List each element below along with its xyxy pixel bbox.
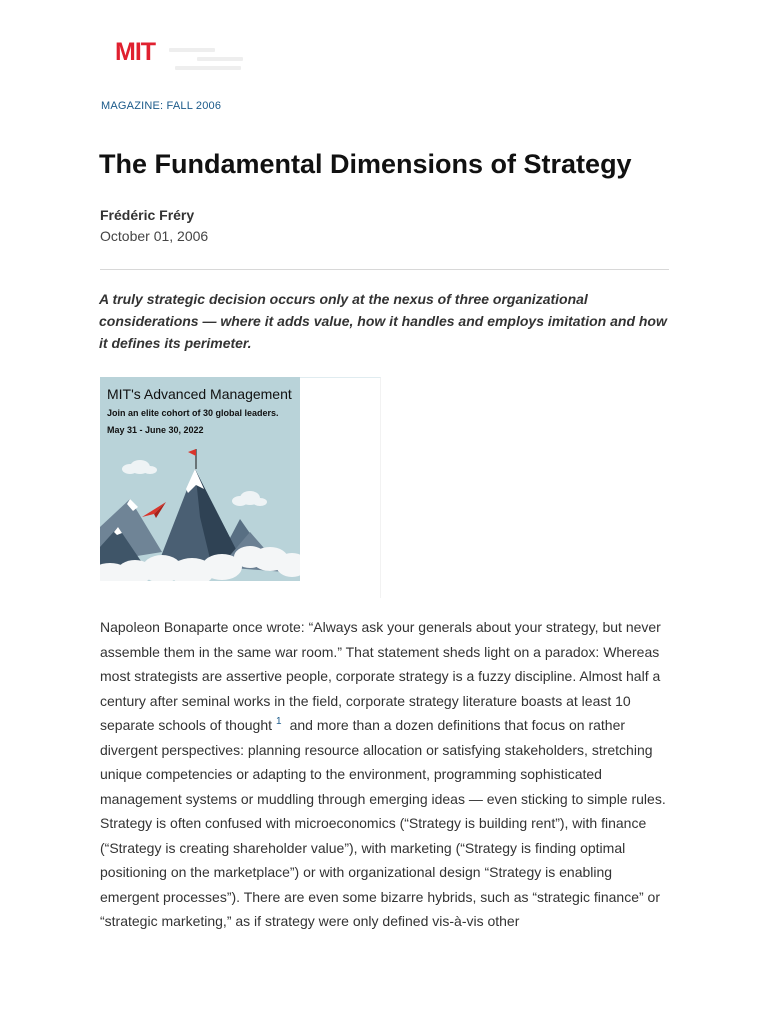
header-divider: [100, 269, 669, 270]
issue-kicker-link[interactable]: MAGAZINE: FALL 2006: [101, 100, 222, 112]
publish-date: October 01, 2006: [100, 228, 209, 244]
article-body-paragraph: [100, 615, 670, 934]
body-text-part-1: Napoleon Bonaparte once wrote: “Always ask your generals about your strategy, but never assemble them in the same war room.” That statement sheds light on a paradox: Whereas most strategists are assertive people, corporate strategy is a fuzzy discipline. Almost half a century after seminal works in the field, corporate strategy literature boasts at least 10 separate schools of thought: [100, 619, 661, 733]
article-dek: A truly strategic decision occurs only at the nexus of three organizational considerations — where it adds value, how it handles and employs imitation and how it defines its perimeter.: [99, 291, 667, 351]
site-logo[interactable]: [115, 40, 250, 80]
author-name[interactable]: Frédéric Fréry: [100, 207, 195, 223]
ad-dates: May 31 - June 30, 2022: [107, 425, 204, 435]
body-text-part-2: and more than a dozen definitions that focus on rather divergent perspectives: planning resource allocation or satisfying stakeholders, stretching unique competencies or adapting to the environment, programming sophisticated management systems or muddling through emerging ideas — even sticking to simple rules. Strategy is often confused with microeconomics (“Strategy is building rent”), with finance (“Strategy is creating shareholder value”), with marketing (“Strategy is finding optimal positioning on the marketplace”) or with organizational design “Strategy is enabling emergent processes”). There are even some bizarre hybrids, such as “strategic finance” or “strategic marketing,” as if strategy were only defined vis-à-vis other: [100, 717, 666, 929]
footnote-link[interactable]: 1: [276, 716, 282, 727]
logo-faint-wordmark: [167, 46, 245, 74]
advertisement-banner[interactable]: [100, 377, 300, 581]
ad-subtitle: Join an elite cohort of 30 global leaders.: [107, 408, 279, 418]
article-title: The Fundamental Dimensions of Strategy: [99, 149, 632, 179]
ad-title: MIT's Advanced Management: [107, 386, 292, 402]
logo-mit-wordmark: MIT: [115, 38, 156, 66]
